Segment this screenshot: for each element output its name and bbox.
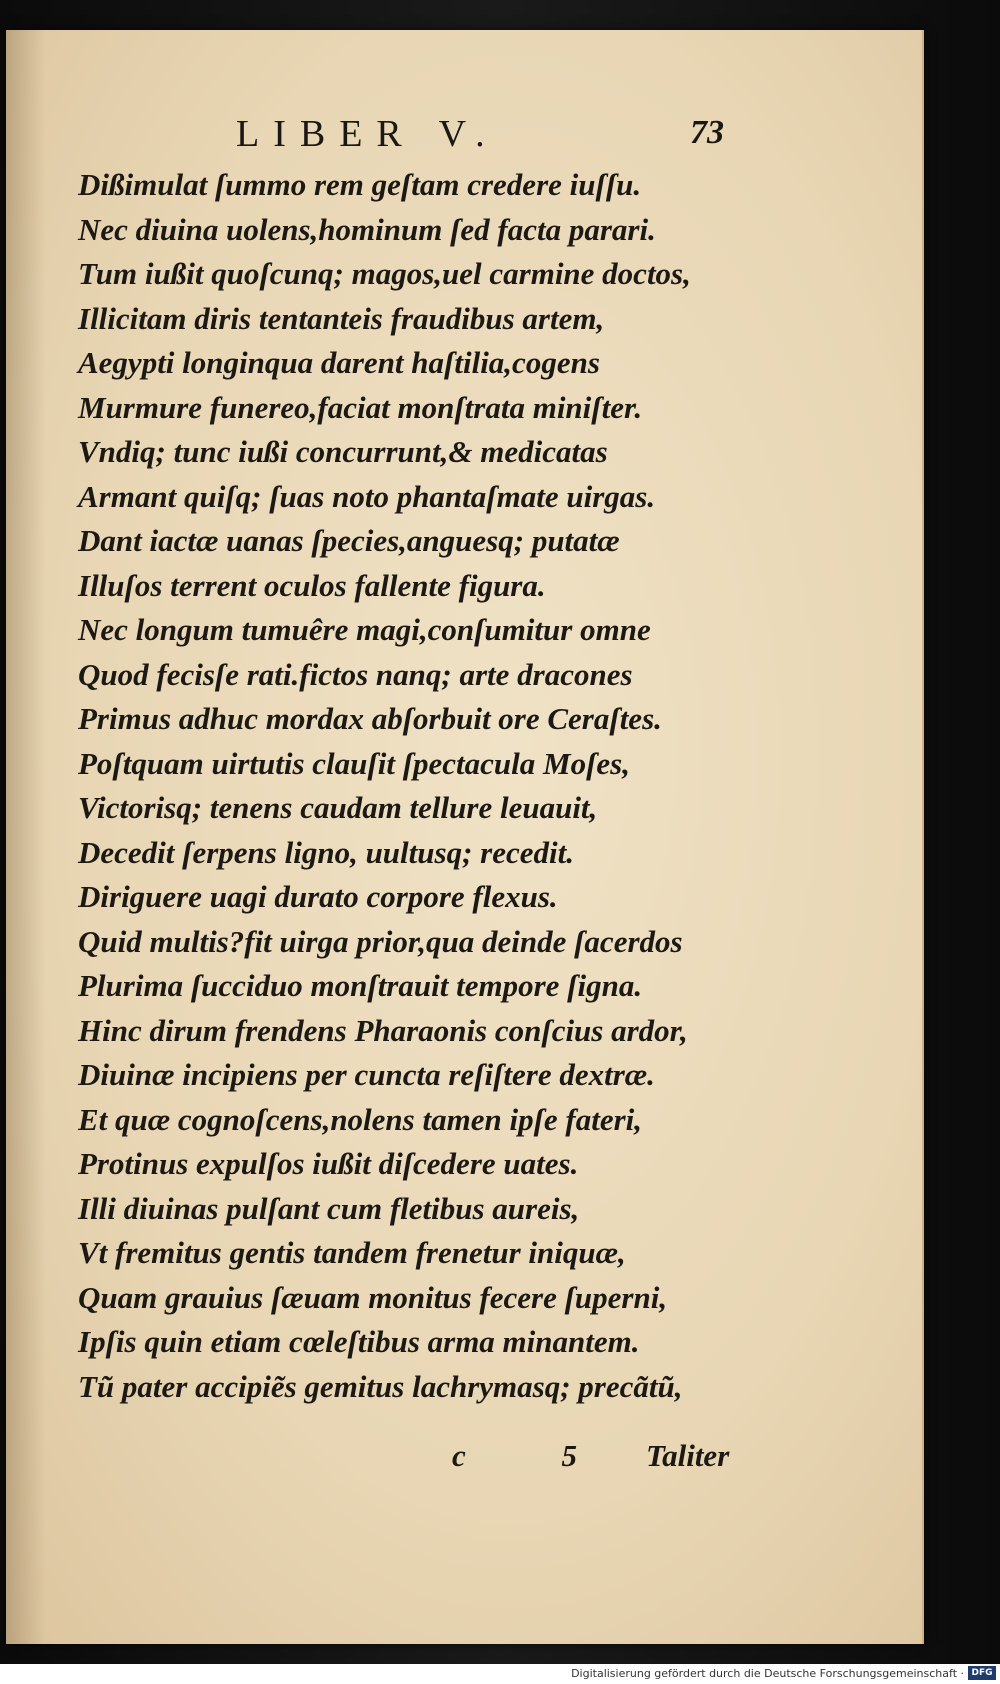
verse-line: Vndiq; tunc iußi concurrunt,& medicatas <box>78 434 608 469</box>
verse-line: Poſtquam uirtutis clauſit ſpectacula Moſes, <box>78 745 630 781</box>
verse-line: Dant iactæ uanas ſpecies,anguesq; putatæ <box>78 523 620 558</box>
verse-line: Nec diuina uolens,hominum ſed facta parari. <box>78 211 656 247</box>
verse-line: Armant quiſq; ſuas noto phantaſmate uirgas. <box>78 478 656 514</box>
verse-line: Et quæ cognoſcens,nolens tamen ipſe fateri, <box>78 1101 643 1137</box>
verse-line: Diuinæ incipiens per cuncta reſiſtere dextræ. <box>78 1057 655 1092</box>
book-page <box>6 30 924 1644</box>
verse-line: Diriguere uagi durato corpore flexus. <box>78 879 558 914</box>
verse-line: Aegypti longinqua darent haſtilia,cogens <box>78 345 600 380</box>
verse-line: Victorisq; tenens caudam tellure leuauit, <box>78 790 598 825</box>
running-title: LIBER V. <box>236 113 499 155</box>
verse-line: Vt fremitus gentis tandem frenetur iniquæ, <box>78 1235 626 1270</box>
verse-line: Illi diuinas pulſant cum fletibus aureis, <box>78 1190 580 1226</box>
catchword: Taliter <box>646 1438 730 1473</box>
verse-line: Plurima ſucciduo monſtrauit tempore ſigna. <box>78 968 643 1003</box>
page-gutter-shadow <box>6 30 46 1644</box>
verse-line: Tum iußit quoſcunq; magos,uel carmine doctos, <box>78 256 691 291</box>
verse-line: Quid multis?fit uirga prior,qua deinde ſacerdos <box>78 923 683 959</box>
verse-list <box>78 163 798 1409</box>
verse-line: Primus adhuc mordax abſorbuit ore Ceraſtes. <box>78 701 662 736</box>
verse-line: Decedit ſerpens ligno, uultusq; recedit. <box>78 834 574 870</box>
folio-number: 73 <box>690 114 724 151</box>
verse-line: Illuſos terrent oculos fallente figura. <box>78 567 546 603</box>
dfg-logo: DFG <box>968 1666 996 1680</box>
verse-line: Tũ pater accipiẽs gemitus lachrymasq; precãtũ, <box>78 1368 683 1404</box>
verse-line: Quam grauius ſæuam monitus fecere ſuperni, <box>78 1279 668 1315</box>
verse-line: Quod fecisſe rati.fictos nanq; arte dracones <box>78 656 633 692</box>
catch-line <box>6 1438 922 1488</box>
verse-line: Hinc dirum frendens Pharaonis conſcius ardor, <box>78 1012 688 1048</box>
footer-credit: Digitalisierung gefördert durch die Deutsche Forschungsgemeinschaft · <box>571 1667 964 1680</box>
verse-line: Murmure funereo,faciat monſtrata miniſter. <box>78 389 643 425</box>
running-head <box>6 112 922 162</box>
verse-line: Illicitam diris tentanteis fraudibus artem, <box>78 300 605 336</box>
verse-line: Dißimulat ſummo rem geſtam credere iuſſu. <box>78 167 642 202</box>
verse-line: Ipſis quin etiam cœleſtibus arma minantem. <box>78 1324 640 1359</box>
verse-line: Protinus expulſos iußit diſcedere uates. <box>78 1146 579 1181</box>
digitization-footer <box>0 1664 1000 1684</box>
verse-line: Nec longum tumuêre magi,conſumitur omne <box>78 612 651 647</box>
signature-mark: c 5 <box>452 1438 622 1473</box>
